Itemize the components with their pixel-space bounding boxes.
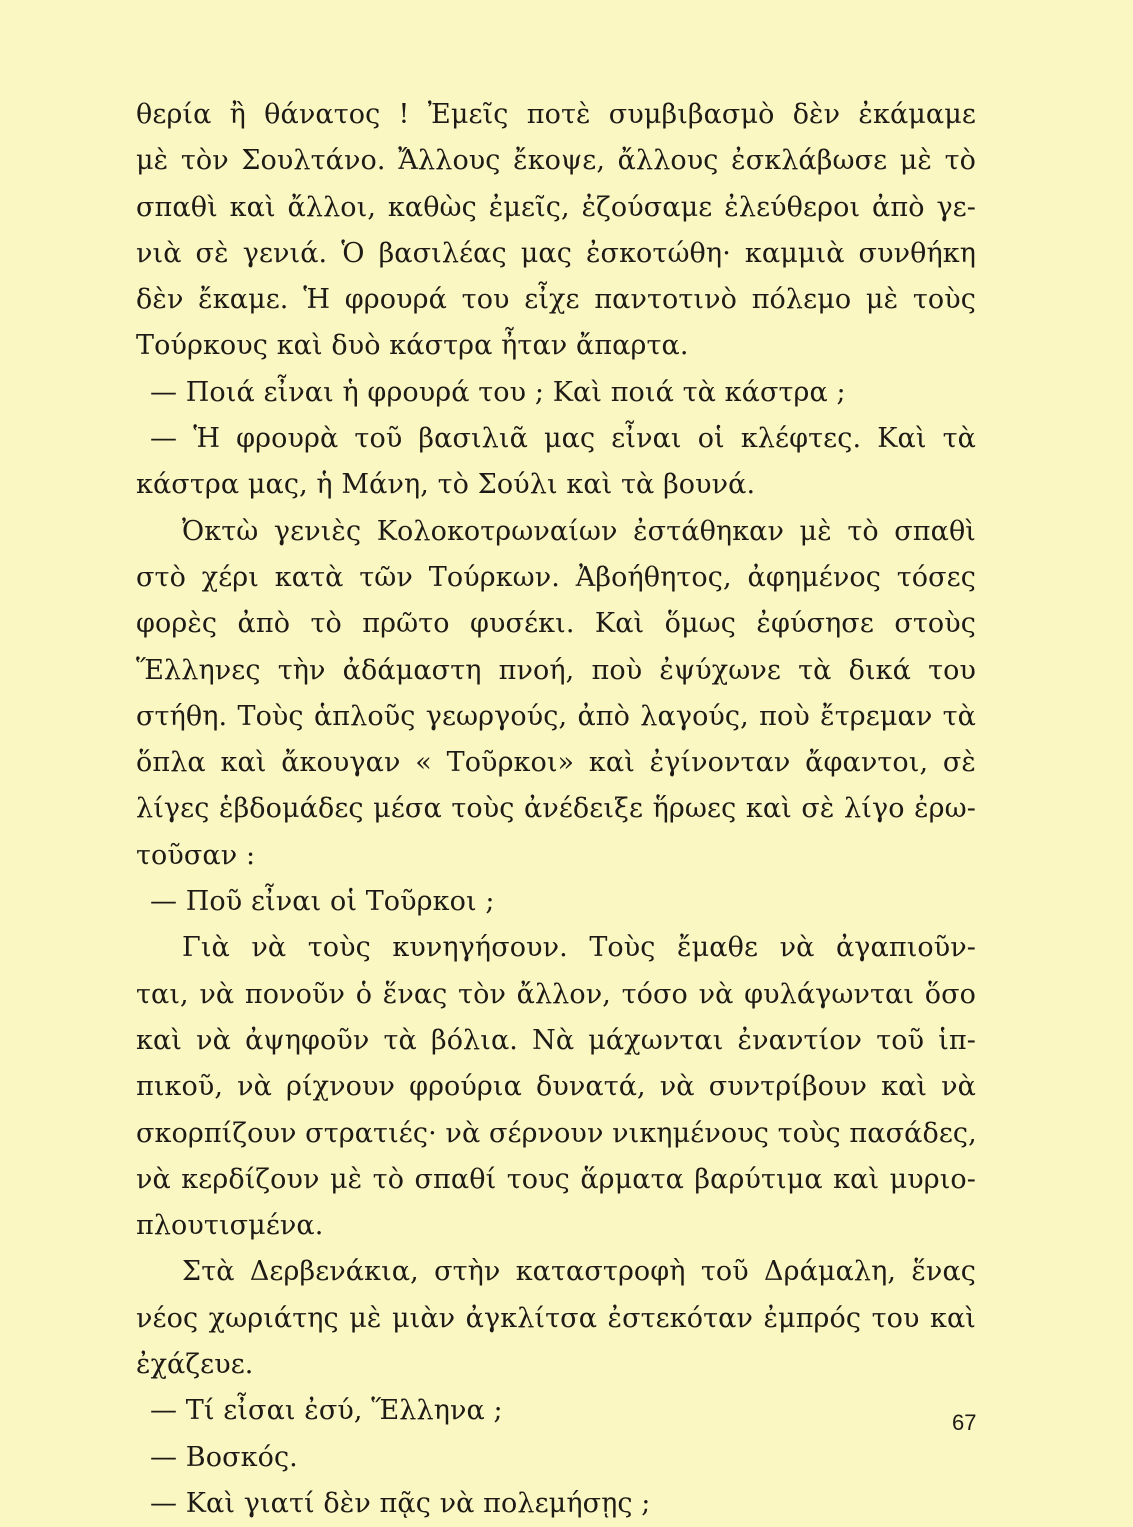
dialogue-line: — Βοσκός. <box>150 1441 298 1473</box>
dialogue-line: — Ἡ φρουρὰ τοῦ βασιλιᾶ μας εἶναι οἱ κλέφτες. Καὶ τὰ <box>150 423 976 455</box>
body-text <box>136 92 976 1527</box>
text-line: λίγες ἑβδομάδες μέσα τοὺς ἀνέδειξε ἥρωες καὶ σὲ λίγο ἐρω- <box>136 793 976 825</box>
text-line: σπαθὶ καὶ ἄλλοι, καθὼς ἐμεῖς, ἐζούσαμε ἐλεύθεροι ἀπὸ γε- <box>136 191 976 223</box>
text-line: στὸ χέρι κατὰ τῶν Τούρκων. Ἀβοήθητος, ἀφημένος τόσες <box>136 561 976 593</box>
paragraph-start-line: Ὀκτὼ γενιὲς Κολοκοτρωναίων ἐστάθηκαν μὲ τὸ σπαθὶ <box>182 515 976 547</box>
text-line: ται, νὰ πονοῦν ὁ ἕνας τὸν ἄλλον, τόσο νὰ φυλάγωνται ὅσο <box>136 978 976 1010</box>
text-line: φορὲς ἀπὸ τὸ πρῶτο φυσέκι. Καὶ ὅμως ἐφύσησε στοὺς <box>136 608 976 640</box>
dialogue-line: — Καὶ γιατί δὲν πᾷς νὰ πολεμήσῃς ; <box>150 1487 651 1519</box>
dialogue-line: — Ποιά εἶναι ἡ φρουρά του ; Καὶ ποιά τὰ κάστρα ; <box>150 376 846 408</box>
paragraph-start-line: Στὰ Δερβενάκια, στὴν καταστροφὴ τοῦ Δράμαλη, ἕνας <box>182 1256 976 1288</box>
text-line: Τούρκους καὶ δυὸ κάστρα ἦταν ἄπαρτα. <box>136 330 689 362</box>
text-line: θερία ἢ θάνατος ! Ἐμεῖς ποτὲ συμβιβασμὸ δὲν ἐκάμαμε <box>136 99 976 130</box>
text-line: ἐχάζευε. <box>136 1349 254 1381</box>
text-line: Ἕλληνες τὴν ἀδάμαστη πνοή, ποὺ ἐψύχωνε τὰ δικά του <box>136 654 976 686</box>
text-line: ὅπλα καὶ ἄκουγαν « Τοῦρκοι» καὶ ἐγίνονταν ἄφαντοι, σὲ <box>136 747 976 779</box>
text-line: νὰ κερδίζουν μὲ τὸ σπαθί τους ἅρματα βαρύτιμα καὶ μυριο- <box>136 1163 976 1195</box>
paragraph-start-line: Γιὰ νὰ τοὺς κυνηγήσουν. Τοὺς ἔμαθε νὰ ἀγαπιοῦν- <box>182 932 976 964</box>
text-line: καὶ νὰ ἀψηφοῦν τὰ βόλια. Νὰ μάχωνται ἐναντίον τοῦ ἱπ- <box>136 1024 976 1056</box>
text-line: δὲν ἔκαμε. Ἡ φρουρά του εἶχε παντοτινὸ πόλεμο μὲ τοὺς <box>136 284 976 316</box>
text-line: νέος χωριάτης μὲ μιὰν ἀγκλίτσα ἐστεκόταν ἐμπρός του καὶ <box>136 1302 976 1334</box>
text-line: μὲ τὸν Σουλτάνο. Ἄλλους ἔκοψε, ἄλλους ἐσκλάβωσε μὲ τὸ <box>136 145 976 177</box>
dialogue-line: — Τί εἶσαι ἐσύ, Ἕλληνα ; <box>150 1395 503 1427</box>
text-line: νιὰ σὲ γενιά. Ὁ βασιλέας μας ἐσκοτώθη· καμμιὰ συνθήκη <box>136 237 976 269</box>
text-line: τοῦσαν : <box>136 839 256 871</box>
text-line: πλουτισμένα. <box>136 1210 324 1242</box>
text-line: πικοῦ, νὰ ρίχνουν φρούρια δυνατά, νὰ συντρίβουν καὶ νὰ <box>136 1071 976 1103</box>
page-number: 67 <box>952 1410 977 1435</box>
text-line: κάστρα μας, ἡ Μάνη, τὸ Σούλι καὶ τὰ βουνά. <box>136 469 756 501</box>
text-line: στήθη. Τοὺς ἁπλοῦς γεωργούς, ἀπὸ λαγούς, ποὺ ἔτρεμαν τὰ <box>136 700 976 732</box>
text-line: σκορπίζουν στρατιές· νὰ σέρνουν νικημένους τοὺς πασάδες, <box>136 1117 977 1149</box>
dialogue-line: — Ποῦ εἶναι οἱ Τοῦρκοι ; <box>150 886 495 918</box>
